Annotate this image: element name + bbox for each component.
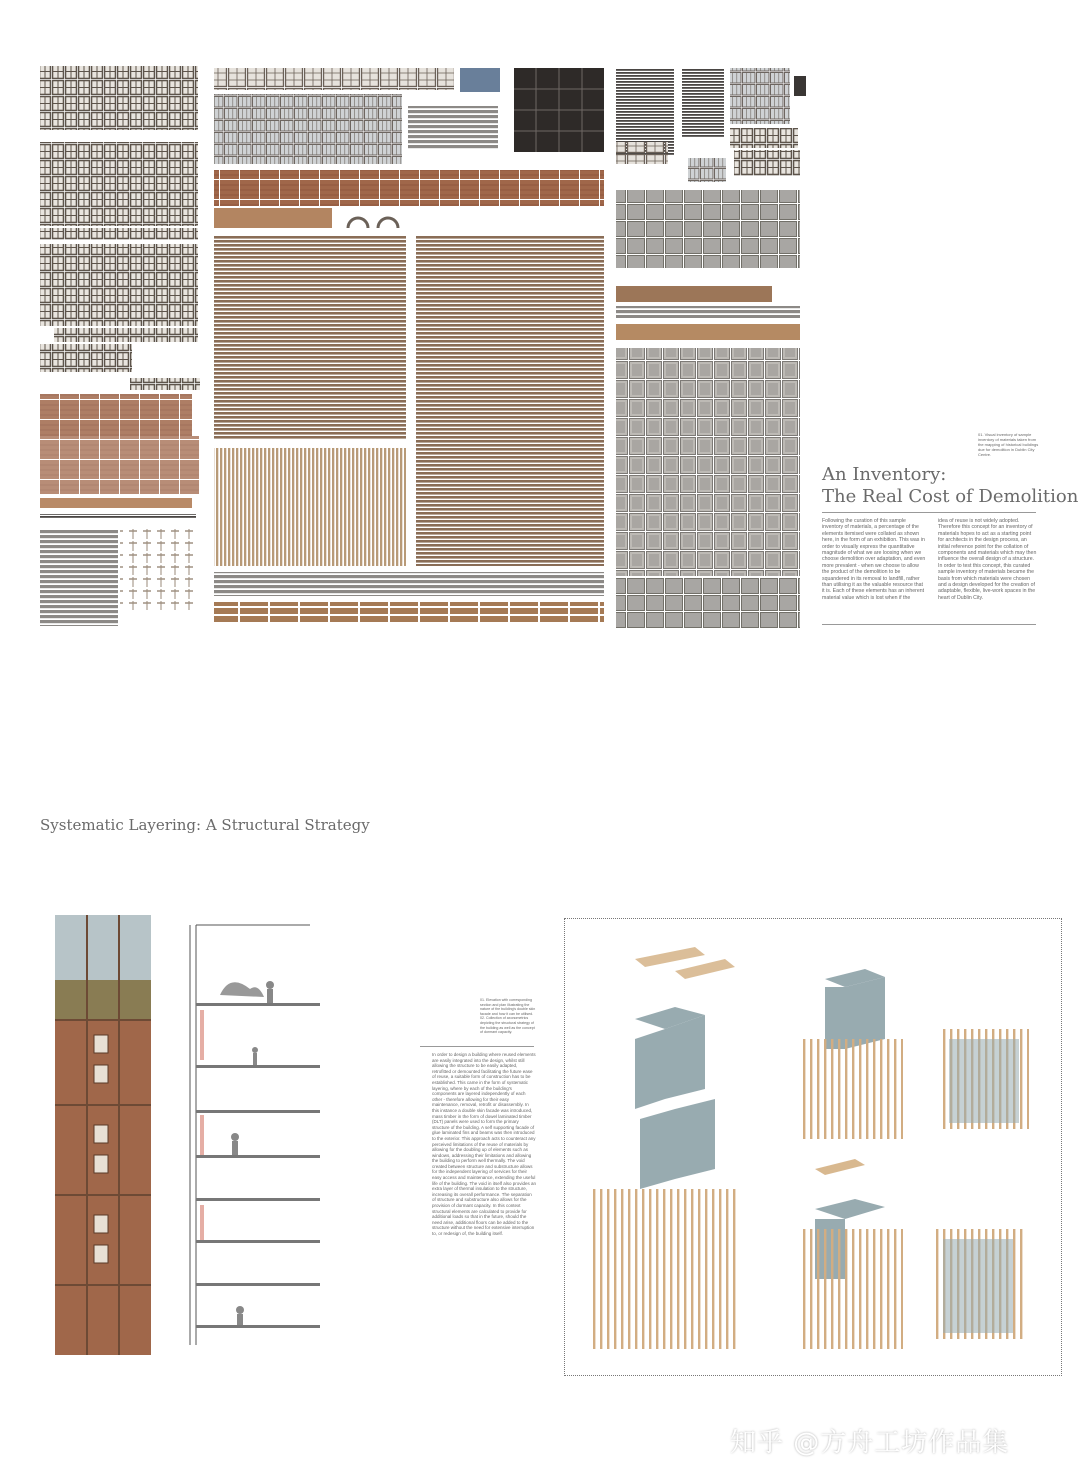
inventory-title-rule bbox=[822, 512, 1036, 513]
inventory-bottom-rule bbox=[822, 624, 1036, 625]
elevation-section-drawing bbox=[50, 915, 370, 1395]
layering-title: Systematic Layering: A Structural Strategy bbox=[40, 816, 370, 834]
watermark-text: 知乎 @方舟工坊作品集 bbox=[730, 1428, 1010, 1458]
inventory-title-line1: An Inventory: bbox=[822, 464, 947, 485]
layering-caption: 01. Elevation with corresponding section and plan illustrating the nature of the building's double skin facade and how it can be utilised. 02. Collection of axonometrics depicting the structural strategy of the building as well as the concept of dormant capacity. bbox=[480, 998, 536, 1035]
layering-sheet bbox=[0, 770, 1080, 1482]
layering-top-rule bbox=[420, 1046, 534, 1047]
layering-body: In order to design a building where reused elements are easily integrated into the design, whilst still allowing the structure to be easily adapted, retrofitted or demounted facilitating the future ease of reuse, a suitable form of construction has to be established. This came in the form of systematic layering, where by each of the building's components are layered independently of each other - therefore allowing for their easy maintenance, removal, retrofit or disassembly. In this instance a double skin facade was introduced, mass timber in the form of dowel laminated timber (DLT) panels were used to form the primary structure of the building. A self supporting facade of glue laminated fins and beams was then introduced to the exterior. This approach acts to counteract any perceived limitations of the reuse of materials by allowing for the doubling up of elements such as windows, addressing their limitations and allowing the building to perform well thermally. The void created between structure and substructure allows for the independent layering of services for their easy access and maintenance, extending the useful life of the building. The void in itself also provides an extra layer of thermal insulation to the structure, increasing its overall performance. The separation of structure and substructure also allows for the provision of dormant capacity. In this context structural elements are calculated to provide for additional loads so that in the future, should the need arise, additional floors can be added to the structure without the need for extensive interruption to, or redesign of, the building itself. bbox=[432, 1052, 536, 1236]
inventory-text-col2: idea of reuse is not widely adopted. Therefore this concept for an inventory of materials hopes to act as a starting point for architects in the design process, an initial reference point for the collation of components and materials which may then influence the overall design of a structure. In order to test this concept, this curated sample inventory of materials became the basis from which materials were chosen and a design developed for the creation of adaptable, flexible, live-work spaces in the heart of Dublin City. bbox=[938, 518, 1037, 601]
inventory-caption: 01. Visual inventory of sample inventory of materials taken from the mapping of historical buildings due for demolition in Dublin City Centre. bbox=[978, 432, 1039, 457]
axonometric-frame bbox=[564, 918, 1062, 1376]
inventory-title-line2: The Real Cost of Demolition bbox=[822, 486, 1079, 507]
inventory-text-col1: Following the curation of this sample inventory of materials, a percentage of the elements itemised were collated as shown here, in the form of an exhibition. This was in order to visually express the quantitative magnitude of what we are loosing when we choose demolition over adaptation, and even more prevalent - when we choose to allow the product of the demolition to be squandered in its removal to landfill, rather than utilising it as the valuable resource that it is. Each of these elements has an inherent material value which is lost when if the bbox=[822, 518, 926, 601]
inventory-sheet bbox=[0, 0, 1080, 690]
axonometric-drawings bbox=[565, 919, 1061, 1375]
